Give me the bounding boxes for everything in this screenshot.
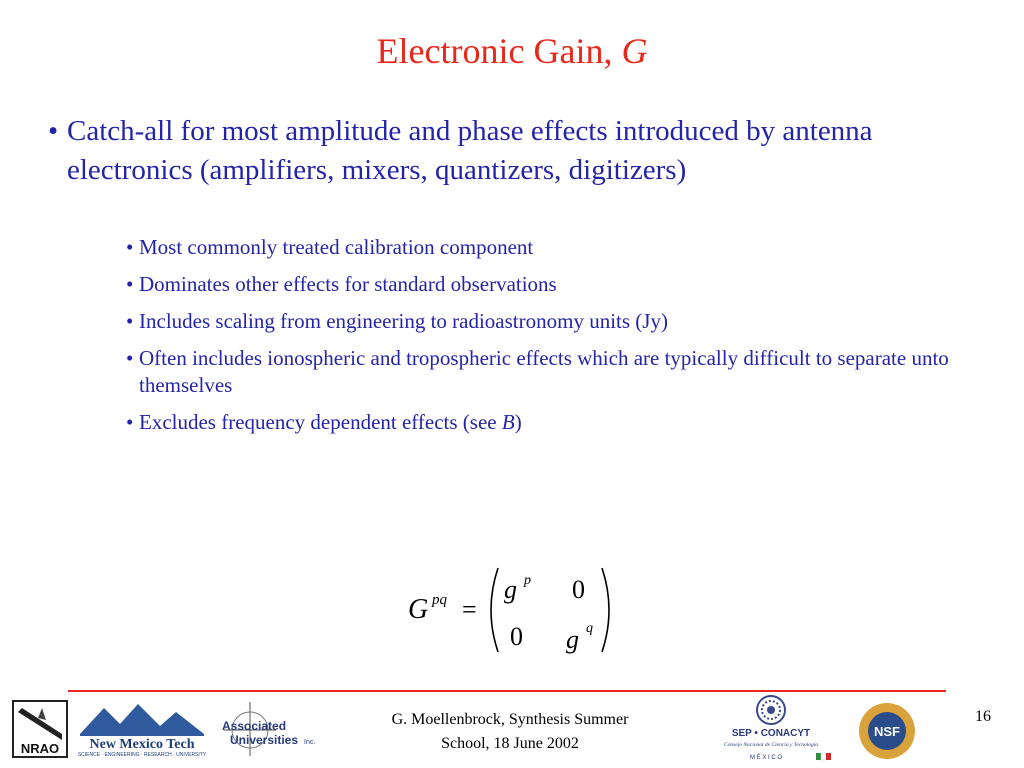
conacyt-logo-mexico: M É X I C O <box>749 755 783 761</box>
page-number: 16 <box>975 708 991 725</box>
nsf-logo <box>852 700 922 762</box>
matrix-g-q-superscript: q <box>586 621 593 636</box>
main-bullet-text: Catch-all for most amplitude and phase effects introduced by antenna electronics (amplifiers, mixers, quantizers, digitizers) <box>67 115 873 186</box>
sub-bullet-text: Most commonly treated calibration component <box>139 235 534 259</box>
conacyt-logo <box>706 692 836 764</box>
nmt-logo-text: New Mexico Tech <box>89 737 195 752</box>
slide-title-variable: G <box>621 31 648 71</box>
nsf-logo-text: NSF <box>874 724 900 739</box>
sub-bullet-text: Dominates other effects for standard observations <box>139 272 557 296</box>
sub-bullet-text: Often includes ionospheric and tropospheric effects which are typically difficult to separate unto themselves <box>139 346 949 397</box>
matrix-g-p: g <box>504 575 517 604</box>
nmt-logo-subtext: SCIENCE · ENGINEERING · RESEARCH · UNIVERSITY <box>77 752 207 758</box>
slide-title-text: Electronic Gain, <box>376 31 613 71</box>
formula-equals: = <box>462 595 477 624</box>
bullet-dot: • <box>126 272 134 296</box>
main-bullet <box>48 112 978 190</box>
nrao-logo-text: NRAO <box>20 741 60 756</box>
sub-bullet-text: Includes scaling from engineering to radioastronomy units (Jy) <box>139 309 668 333</box>
bullet-dot: • <box>126 346 134 370</box>
sub-bullet <box>126 409 976 436</box>
sub-bullet-variable: B <box>501 410 515 434</box>
sub-bullet-text-end: ) <box>514 410 522 434</box>
sub-bullet <box>126 308 976 335</box>
footer-author-line1: G. Moellenbrock, Synthesis Summer <box>391 711 629 728</box>
formula-lhs: G <box>408 594 429 625</box>
aui-logo-suffix: Inc. <box>304 739 316 746</box>
bullet-dot: • <box>126 309 134 333</box>
matrix-zero-upper: 0 <box>572 575 585 604</box>
matrix-g-q: g <box>566 625 579 654</box>
matrix-g-p-superscript: p <box>524 573 531 588</box>
formula-lhs-superscript: pq <box>432 592 447 608</box>
sub-bullet <box>126 345 976 399</box>
aui-logo <box>220 700 320 758</box>
gain-matrix-formula <box>400 560 640 660</box>
matrix-zero-lower: 0 <box>510 622 523 651</box>
sub-bullet-text: Excludes frequency dependent effects (see <box>139 410 502 434</box>
new-mexico-tech-logo <box>76 700 208 758</box>
footer-author-line2: School, 18 June 2002 <box>441 735 579 752</box>
sub-bullet <box>126 271 976 298</box>
aui-logo-line1: Associated <box>222 719 287 733</box>
aui-logo-line2: Universities <box>230 733 299 747</box>
left-paren <box>491 568 498 652</box>
bullet-dot: • <box>126 410 134 434</box>
conacyt-logo-text: SEP • CONACYT <box>731 728 811 739</box>
right-paren <box>602 568 609 652</box>
sub-bullet-list <box>126 234 976 446</box>
bullet-dot: • <box>48 115 59 147</box>
sub-bullet <box>126 234 976 261</box>
footer-author <box>350 708 670 756</box>
bullet-dot: • <box>126 235 134 259</box>
nrao-logo <box>12 700 68 758</box>
slide-title <box>0 30 1024 72</box>
conacyt-logo-subtext: Consejo Nacional de Ciencia y Tecnología <box>723 742 819 748</box>
